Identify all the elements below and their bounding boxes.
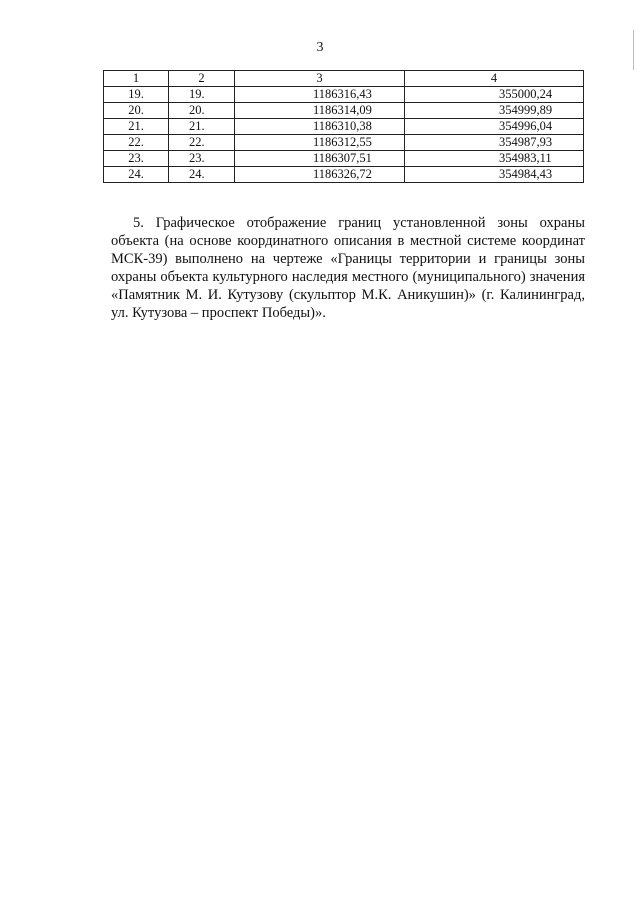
point-number-cell: 20. <box>104 103 169 119</box>
y-coordinate-cell: 354984,43 <box>405 167 584 183</box>
y-coordinate-cell: 355000,24 <box>405 87 584 103</box>
header-cell-4: 4 <box>405 71 584 87</box>
page-number: 3 <box>316 40 324 55</box>
scan-edge-mark <box>633 30 634 70</box>
x-coordinate-cell: 1186316,43 <box>235 87 405 103</box>
table-row <box>104 87 584 103</box>
y-coordinate-cell: 354999,89 <box>405 103 584 119</box>
point-label-cell: 24. <box>169 167 235 183</box>
header-cell-1: 1 <box>104 71 169 87</box>
header-cell-3: 3 <box>235 71 405 87</box>
body-paragraph: 5. Графическое отображение границ установленной зоны охраны объекта (на основе координатного описания в местной системе координат МСК-39) выполнено на чертеже «Границы территории и границы зоны охраны объекта культурного наследия местного (муниципального) значения «Памятник М. И. Кутузову (скульптор М.К. Аникушин)» (г. Калининград, ул. Кутузова – проспект Победы)». <box>111 215 585 321</box>
y-coordinate-cell: 354983,11 <box>405 151 584 167</box>
point-number-cell: 21. <box>104 119 169 135</box>
header-cell-2: 2 <box>169 71 235 87</box>
point-label-cell: 20. <box>169 103 235 119</box>
y-coordinate-cell: 354987,93 <box>405 135 584 151</box>
point-label-cell: 19. <box>169 87 235 103</box>
table-row <box>104 119 584 135</box>
x-coordinate-cell: 1186307,51 <box>235 151 405 167</box>
table-header-row <box>104 71 584 87</box>
point-label-cell: 21. <box>169 119 235 135</box>
table-row <box>104 135 584 151</box>
point-number-cell: 22. <box>104 135 169 151</box>
point-number-cell: 24. <box>104 167 169 183</box>
x-coordinate-cell: 1186312,55 <box>235 135 405 151</box>
point-number-cell: 19. <box>104 87 169 103</box>
x-coordinate-cell: 1186314,09 <box>235 103 405 119</box>
point-label-cell: 22. <box>169 135 235 151</box>
coordinates-table <box>103 70 584 183</box>
y-coordinate-cell: 354996,04 <box>405 119 584 135</box>
table-row <box>104 167 584 183</box>
x-coordinate-cell: 1186310,38 <box>235 119 405 135</box>
point-number-cell: 23. <box>104 151 169 167</box>
point-label-cell: 23. <box>169 151 235 167</box>
table-row <box>104 103 584 119</box>
table-row <box>104 151 584 167</box>
x-coordinate-cell: 1186326,72 <box>235 167 405 183</box>
